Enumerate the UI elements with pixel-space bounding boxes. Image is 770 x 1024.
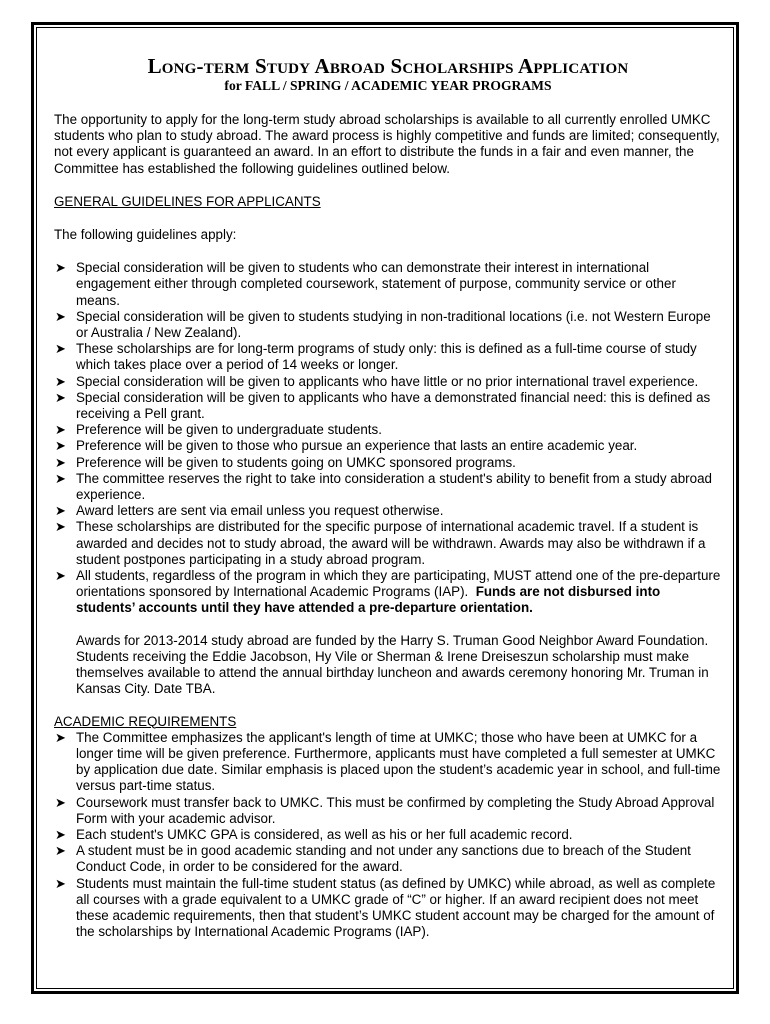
arrowhead-bullet-icon: ➤ xyxy=(55,260,66,276)
document-title: Long-term Study Abroad Scholarships Application xyxy=(147,54,629,78)
list-item: ➤ Special consideration will be given to students studying in non-traditional locations (i.e. not Western Europe or Australia / New Zealand). xyxy=(55,308,711,341)
arrowhead-bullet-icon: ➤ xyxy=(55,341,66,357)
list-item: ➤ The Committee emphasizes the applicant's length of time at UMKC; those who have been at UMKC for a longer time will be given preference. Furthermore, applicants must have completed a full semester at UMKC by application due date. Similar emphasis is placed upon the student’s academic year in school, and full-time versus part-time status. xyxy=(55,729,721,794)
arrowhead-bullet-icon: ➤ xyxy=(55,454,66,470)
list-item: ➤ These scholarships are distributed for the specific purpose of international academic travel. If a student is awarded and decides not to study abroad, the award will be withdrawn. Awards may also be withdrawn if a student postpones participating in a study abroad program. xyxy=(55,519,706,567)
arrowhead-bullet-icon: ➤ xyxy=(55,519,66,535)
academic-requirements-heading: ACADEMIC REQUIREMENTS xyxy=(54,713,237,729)
list-item: ➤ Special consideration will be given to students who can demonstrate their interest in international engagement either through completed coursework, statement of purpose, community service or other means. xyxy=(55,260,676,308)
intro-paragraph: The opportunity to apply for the long-term study abroad scholarships is available to all currently enrolled UMKC students who plan to study abroad. The award process is highly competitive and funds are limited; consequently, not every applicant is guaranteed an award. In an effort to distribute the funds in a fair and even manner, the Committee has established the following guidelines outlined below. xyxy=(54,112,720,176)
funds-disbursement-notice: Funds are not disbursed into students’ accounts until they have attended a pre-departure orientation. xyxy=(76,584,661,616)
arrowhead-bullet-icon: ➤ xyxy=(55,875,66,891)
arrowhead-bullet-icon: ➤ xyxy=(55,729,66,745)
document-body xyxy=(54,48,722,940)
list-item: ➤ Coursework must transfer back to UMKC. This must be confirmed by completing the Study Abroad Approval Form with your academic advisor. xyxy=(55,794,715,826)
arrowhead-bullet-icon: ➤ xyxy=(55,470,66,486)
arrowhead-bullet-icon: ➤ xyxy=(55,438,66,454)
list-item: ➤ The committee reserves the right to take into consideration a student's ability to benefit from a study abroad experience. xyxy=(55,470,712,503)
list-item: ➤ Preference will be given to those who pursue an experience that lasts an entire academic year. xyxy=(55,438,638,454)
document-subtitle: for FALL / SPRING / ACADEMIC YEAR PROGRAMS xyxy=(224,78,552,93)
list-item: ➤ Preference will be given to students going on UMKC sponsored programs. xyxy=(55,454,516,470)
list-item: ➤ Award letters are sent via email unless you request otherwise. xyxy=(55,503,444,519)
arrowhead-bullet-icon: ➤ xyxy=(55,308,66,324)
list-item xyxy=(54,568,722,617)
arrowhead-bullet-icon: ➤ xyxy=(55,794,66,810)
list-item: ➤ Preference will be given to undergraduate students. xyxy=(55,422,382,438)
list-item: ➤ Special consideration will be given to applicants who have a demonstrated financial need: this is defined as receiving a Pell grant. xyxy=(55,389,711,422)
general-guidelines-list xyxy=(54,260,722,616)
list-item: ➤ These scholarships are for long-term programs of study only: this is defined as a full-time course of study which takes place over a period of 14 weeks or longer. xyxy=(55,341,697,373)
guidelines-lead: The following guidelines apply: xyxy=(54,227,237,243)
arrowhead-bullet-icon: ➤ xyxy=(55,568,66,584)
arrowhead-bullet-icon: ➤ xyxy=(55,389,66,405)
arrowhead-bullet-icon: ➤ xyxy=(55,843,66,859)
general-guidelines-heading: GENERAL GUIDELINES FOR APPLICANTS xyxy=(54,193,321,209)
list-item: ➤ Each student's UMKC GPA is considered, as well as his or her full academic record. xyxy=(55,826,573,842)
arrowhead-bullet-icon: ➤ xyxy=(55,422,66,438)
arrowhead-bullet-icon: ➤ xyxy=(55,503,66,519)
list-item: ➤ A student must be in good academic standing and not under any sanctions due to breach of the Student Conduct Code, in order to be considered for the award. xyxy=(55,843,691,875)
orientation-requirement-text: All students, regardless of the program in which they are participating, MUST attend one of the pre-departure orientations sponsored by International Academic Programs (IAP). xyxy=(76,568,721,600)
academic-requirements-list xyxy=(54,730,722,941)
list-item: ➤ Special consideration will be given to applicants who have little or no prior international travel experience. xyxy=(55,373,699,389)
truman-awards-note: Awards for 2013-2014 study abroad are funded by the Harry S. Truman Good Neighbor Award Foundation. Students receiving the Eddie Jacobson, Hy Vile or Sherman & Irene Dreiseszun scholarship must make themselves available to attend the annual birthday luncheon and awards ceremony honoring Mr. Truman in Kansas City. Date TBA. xyxy=(76,632,709,697)
arrowhead-bullet-icon: ➤ xyxy=(55,373,66,389)
arrowhead-bullet-icon: ➤ xyxy=(55,826,66,842)
list-item: ➤ Students must maintain the full-time student status (as defined by UMKC) while abroad, as well as complete all courses with a grade equivalent to a UMKC grade of “C” or higher. If an award recipient does not meet these academic requirements, then that student’s UMKC student account may be charged for the amount of the scholarships by International Academic Programs (IAP). xyxy=(55,875,716,940)
